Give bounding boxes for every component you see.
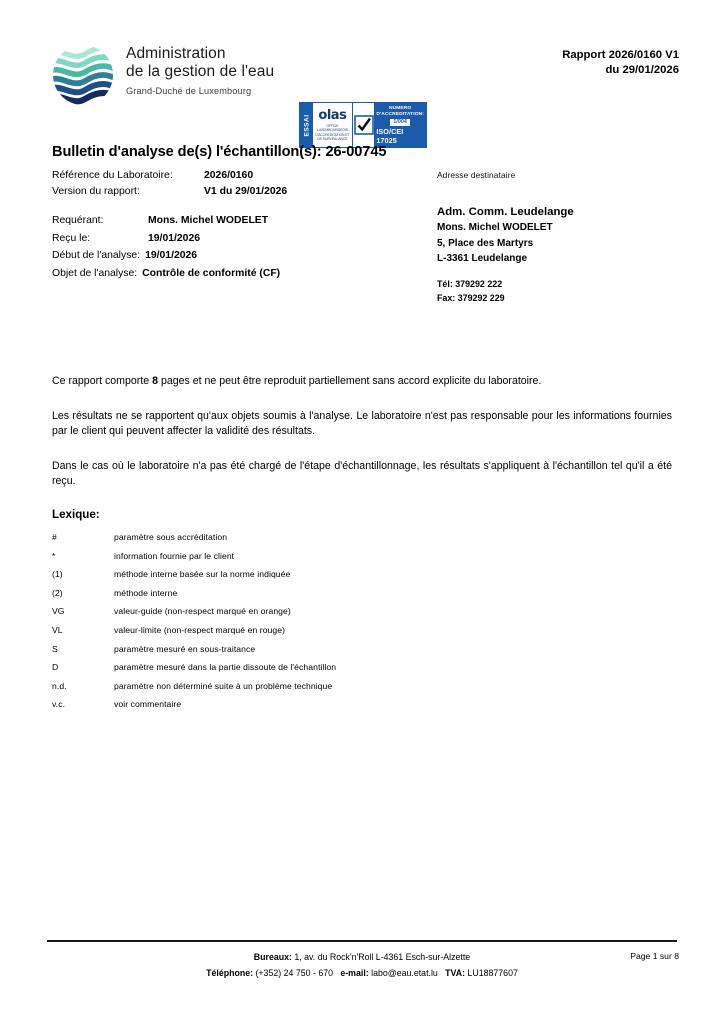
lexique-key: v.c.: [52, 699, 66, 710]
footer-bureaux-label: Bureaux:: [253, 952, 292, 962]
lexique-heading: Lexique:: [52, 508, 100, 521]
table-row: [52, 677, 612, 696]
lexique-key: #: [52, 532, 57, 542]
analysis-start-label: Début de l'analyse:: [52, 250, 141, 261]
reference-value: 2026/0160: [204, 170, 254, 181]
analysis-object-value: Contrôle de conformité (CF): [142, 267, 281, 279]
lexique-description: valeur-guide (non-respect marqué en orange): [114, 606, 291, 617]
lexique-key: n.d.: [52, 680, 67, 691]
footer-tva-label: TVA:: [445, 967, 466, 978]
olas-logo: [313, 103, 352, 147]
accreditation-number-label-2: D'ACCREDITATION:: [376, 111, 424, 117]
paragraph-results-notice: Les résultats ne se rapportent qu'aux objets soumis à l'analyse. Le laboratoire n'est pas responsable pour les informations fournies par le client qui peuvent affecter la validité des résultats.: [52, 409, 672, 437]
body-paragraphs: [52, 374, 672, 490]
lexique-key: VG: [52, 606, 65, 617]
table-row: [52, 528, 612, 547]
checkmark-icon: [352, 103, 375, 147]
accreditation-number-label-1: NUMERO: [388, 105, 412, 111]
address-line-2: 5, Place des Martyrs: [437, 237, 534, 249]
accreditation-standard: ISO/CEI 17025: [376, 126, 404, 145]
analysis-start-row: [52, 247, 280, 265]
lexique-description: valeur-limite (non-respect marqué en rouge): [114, 624, 286, 635]
report-reference-line1: Rapport 2026/0160 V1: [562, 49, 679, 61]
accreditation-number-value: 1/004: [390, 119, 410, 126]
table-row: [52, 695, 612, 714]
reference-row: [52, 168, 287, 184]
table-row: [52, 565, 612, 584]
olas-tagline: OFFICE LUXEMBOURGEOIS D'ACCREDITATION ET DE SURVEILLANCE: [315, 123, 350, 141]
accreditation-number-block: [374, 103, 426, 147]
footer-email-label: e-mail:: [340, 967, 369, 978]
paragraph-pages-notice: [52, 374, 672, 390]
accreditation-essai-text: ESSAI: [303, 113, 311, 137]
lexique-description: méthode interne basée sur la norme indiquée: [114, 569, 291, 580]
document-header: [0, 42, 724, 145]
received-date-row: [52, 230, 280, 248]
org-title-line1: Administration: [126, 45, 226, 62]
table-row: [52, 584, 612, 603]
lexique-key: S: [52, 643, 58, 654]
lexique-key: (2): [52, 587, 63, 598]
organisation-logo: [52, 42, 274, 106]
table-row: [52, 621, 612, 640]
lexique-key: VL: [52, 624, 63, 635]
lexique-description: paramètre non déterminé suite à un problème technique: [114, 680, 333, 691]
lexique-description: paramètre sous accréditation: [114, 532, 228, 542]
requester-block: [52, 212, 280, 282]
table-row: [52, 547, 612, 566]
lexique-key: D: [52, 662, 59, 673]
lexique-description: information fournie par le client: [114, 550, 235, 561]
requester-label: Requérant:: [52, 215, 104, 226]
reference-row: [52, 184, 287, 200]
footer-bureaux-value: 1, av. du Rock'n'Roll L-4361 Esch-sur-Alzette: [291, 952, 471, 962]
organisation-name: [126, 42, 274, 98]
analysis-object-row: [52, 265, 280, 283]
footer-tel-label: Téléphone:: [206, 967, 254, 978]
table-row: [52, 640, 612, 659]
page-number: Page 1 sur 8: [630, 951, 679, 961]
org-title-line2: de la gestion de l'eau: [126, 63, 275, 80]
footer-tel-value: (+352) 24 750 - 670: [253, 967, 334, 978]
address-telephone: Tél: 379292 222: [437, 278, 503, 289]
water-waves-logo-icon: [52, 44, 114, 106]
footer-divider: [47, 940, 677, 942]
recipient-address-block: [437, 170, 574, 305]
analysis-object-label: Objet de l'analyse:: [52, 267, 138, 279]
paragraph1-pre: Ce rapport comporte: [52, 375, 153, 387]
accreditation-badge: [299, 102, 427, 148]
address-line-3: L-3361 Leudelange: [437, 253, 528, 264]
paragraph-sampling-notice: Dans le cas où le laboratoire n'a pas été chargé de l'étape d'échantillonnage, les résultats s'appliquent à l'échantillon tel qu'il a été reçu.: [52, 459, 672, 487]
paragraph1-post: pages et ne peut être reproduit partiellement sans accord explicite du laboratoire.: [158, 375, 542, 387]
lexique-description: méthode interne: [114, 587, 178, 598]
footer-tva-value: LU18877607: [465, 967, 518, 978]
lexique-key: (1): [52, 569, 63, 580]
received-date-value: 19/01/2026: [148, 232, 201, 244]
footer-address-line: [47, 950, 677, 966]
org-subtitle: Grand-Duché de Luxembourg: [126, 86, 252, 96]
reference-value: V1 du 29/01/2026: [204, 185, 288, 197]
laboratory-reference-block: [52, 168, 287, 199]
table-row: [52, 602, 612, 621]
lexique-description: paramètre mesuré en sous-traitance: [114, 643, 256, 654]
lexique-description: voir commentaire: [114, 699, 182, 710]
report-reference: [562, 48, 679, 78]
address-fax: Fax: 379292 229: [437, 292, 505, 303]
lexique-key: *: [52, 550, 56, 561]
analysis-start-value: 19/01/2026: [145, 250, 198, 261]
report-reference-line2: du 29/01/2026: [605, 64, 679, 76]
reference-label: Version du rapport:: [52, 185, 140, 197]
page-title: Bulletin d'analyse de(s) l'échantillon(s): 26-00745: [52, 144, 387, 160]
accreditation-essai-label: [300, 103, 313, 147]
requester-row: [52, 212, 280, 230]
address-line-1: Mons. Michel WODELET: [437, 222, 553, 233]
address-caption: Adresse destinataire: [437, 170, 516, 180]
address-organisation: Adm. Comm. Leudelange: [437, 206, 574, 218]
page-count: 8: [152, 375, 159, 387]
table-row: [52, 658, 612, 677]
olas-wordmark: olas: [318, 107, 347, 123]
lexique-description: paramètre mesuré dans la partie dissoute de l'échantillon: [114, 662, 337, 673]
requester-value: Mons. Michel WODELET: [148, 215, 269, 226]
reference-label: Référence du Laboratoire:: [52, 170, 173, 181]
document-footer: [47, 950, 677, 981]
footer-contact-line: [47, 966, 677, 982]
received-date-label: Reçu le:: [52, 232, 91, 244]
footer-email-value: labo@eau.etat.lu: [368, 967, 438, 978]
lexique-table: [52, 528, 612, 714]
